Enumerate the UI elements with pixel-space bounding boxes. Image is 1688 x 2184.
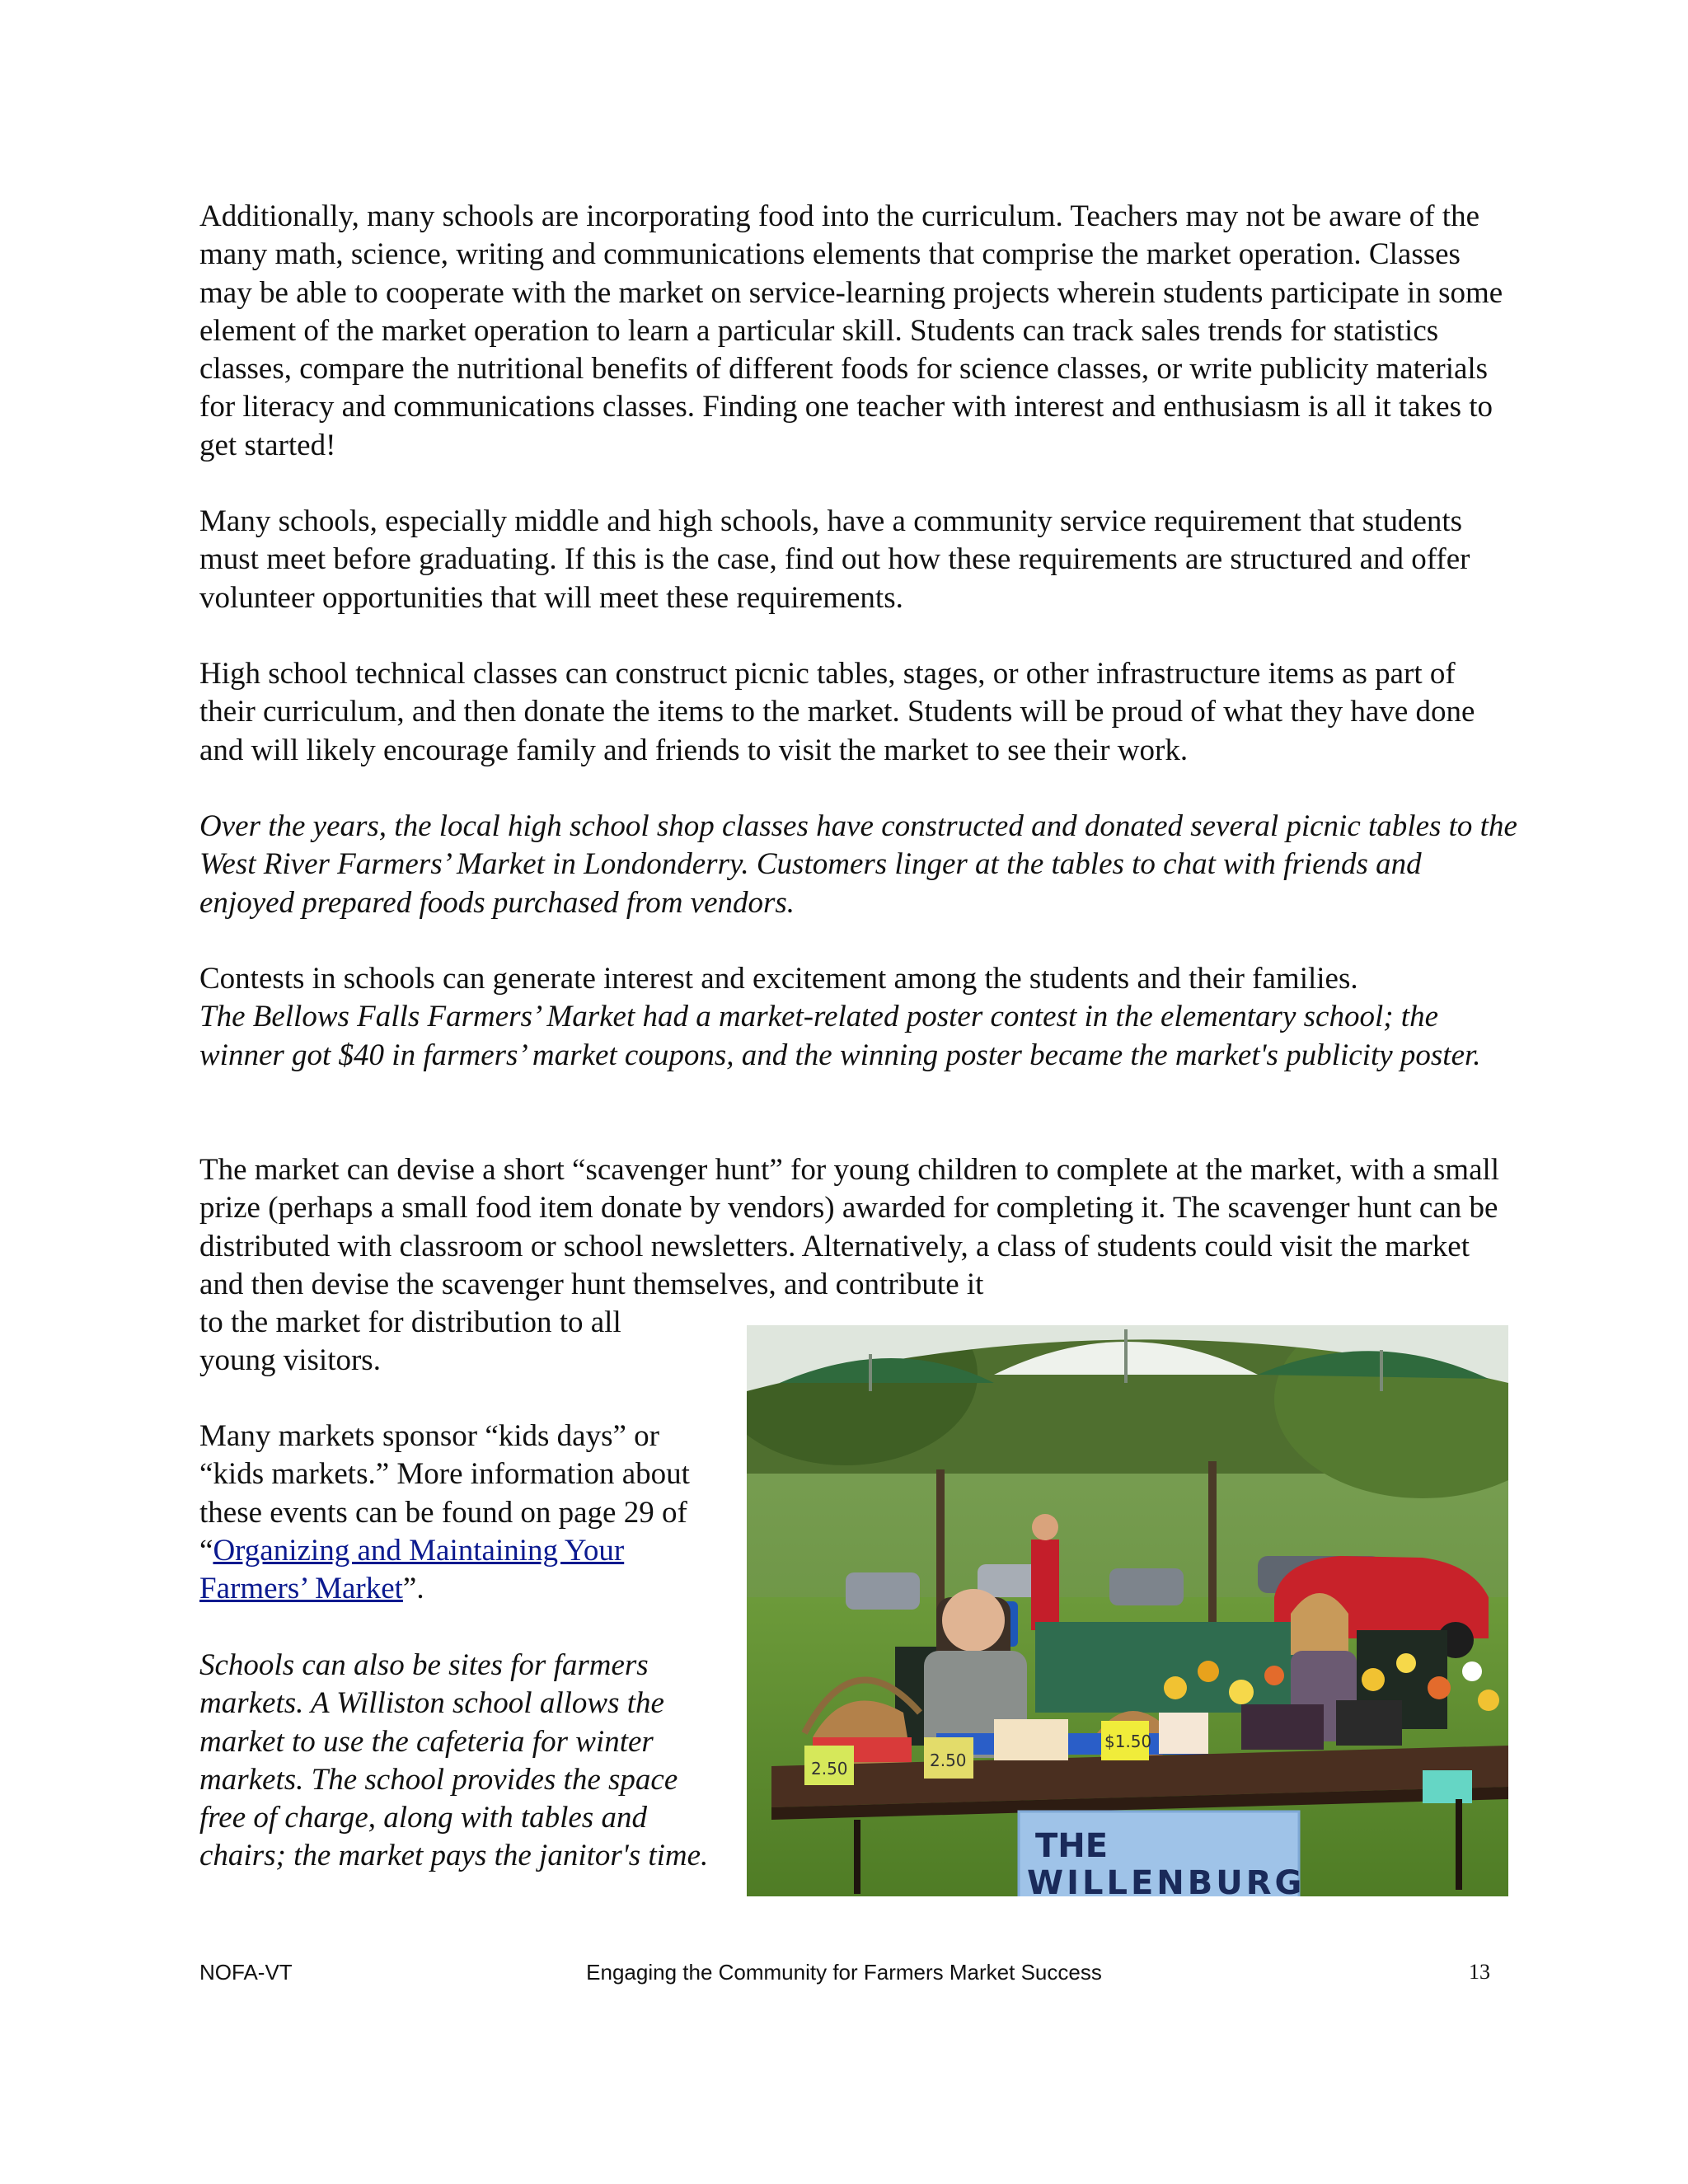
paragraph-curriculum-text: Additionally, many schools are incorporating food into the curriculum. Teachers may not be aware of the many math, science, writing and communications elements that comprise the market operation. Classes may be able to cooperate with the market on service-learning projects wherein students participate in some element of the market operation to learn a particular skill. Students can track sales trends for statistics classes, compare the nutritional benefits of different foods for science classes, or write publicity materials for literacy and communications classes. Finding one teacher with interest and enthusiasm is all it takes to get started!	[199, 199, 1503, 462]
svg-text:2.50: 2.50	[930, 1750, 967, 1770]
kids-days-closing: ”.	[402, 1572, 424, 1606]
paragraph-scavenger-hunt-tail	[199, 1304, 661, 1380]
paragraph-technical-classes-text: High school technical classes can construct picnic tables, stages, or other infrastructure items as part of their curriculum, and then donate the items to the market. Students will be proud of what they have done and will likely encourage family and friends to visit the market to see their work.	[199, 657, 1475, 767]
paragraph-technical-classes	[199, 655, 1518, 770]
svg-text:$1.50: $1.50	[1104, 1732, 1152, 1751]
svg-text:WILLENBURG: WILLENBURG	[1027, 1864, 1306, 1896]
svg-text:THE: THE	[1035, 1827, 1109, 1865]
paragraph-curriculum	[199, 198, 1518, 465]
paragraph-community-service	[199, 503, 1518, 617]
kids-days-text: Many markets sponsor “kids days” or “kids markets.” More information about these events can be found on page 29 of “	[199, 1419, 690, 1568]
svg-text:2.50: 2.50	[811, 1759, 848, 1779]
paragraph-kids-days	[199, 1418, 719, 1608]
paragraph-scavenger-hunt-text: The market can devise a short “scavenger hunt” for young children to complete at the market, with a small prize (perhaps a small food item donate by vendors) awarded for completing it. The scavenger hunt can be distributed with classroom or school newsletters. Alternatively, a class of students could visit the market and then devise the scavenger hunt themselves, and contribute it	[199, 1153, 1500, 1301]
paragraph-williston-school	[199, 1647, 727, 1876]
footer-title: Engaging the Community for Farmers Market Success	[586, 1960, 1102, 1985]
paragraph-west-river-example-text: Over the years, the local high school shop classes have constructed and donated several picnic tables to the West River Farmers’ Market in Londonderry. Customers linger at the tables to chat with friends and enjoyed prepared foods purchased from vendors.	[199, 809, 1517, 920]
paragraph-williston-school-text: Schools can also be sites for farmers markets. A Williston school allows the market to use the cafeteria for winter markets. The school provides the space free of charge, along with tables and chairs; the market pays the janitor's time.	[199, 1648, 709, 1873]
footer-organization: NOFA-VT	[199, 1960, 293, 1985]
contests-text: Contests in schools can generate interest and excitement among the students and their families.	[199, 962, 1358, 996]
organizing-maintaining-link[interactable]: Organizing and Maintaining Your Farmers’ Market	[199, 1533, 625, 1606]
market-stand-photo	[747, 1325, 1508, 1896]
bellows-falls-example: The Bellows Falls Farmers’ Market had a market-related poster contest in the elementary school; the winner got $40 in farmers’ market coupons, and the winning poster became the market's publicity poster.	[199, 1000, 1481, 1072]
paragraph-west-river-example	[199, 808, 1518, 922]
paragraph-scavenger-hunt	[199, 1151, 1518, 1304]
paragraph-scavenger-hunt-tail-text: to the market for distribution to all young visitors.	[199, 1305, 621, 1378]
page-number: 13	[1469, 1960, 1490, 1984]
paragraph-contests	[199, 960, 1518, 1075]
paragraph-community-service-text: Many schools, especially middle and high schools, have a community service requirement that students must meet before graduating. If this is the case, find out how these requirements are structured and offer volunteer opportunities that will meet these requirements.	[199, 504, 1470, 615]
